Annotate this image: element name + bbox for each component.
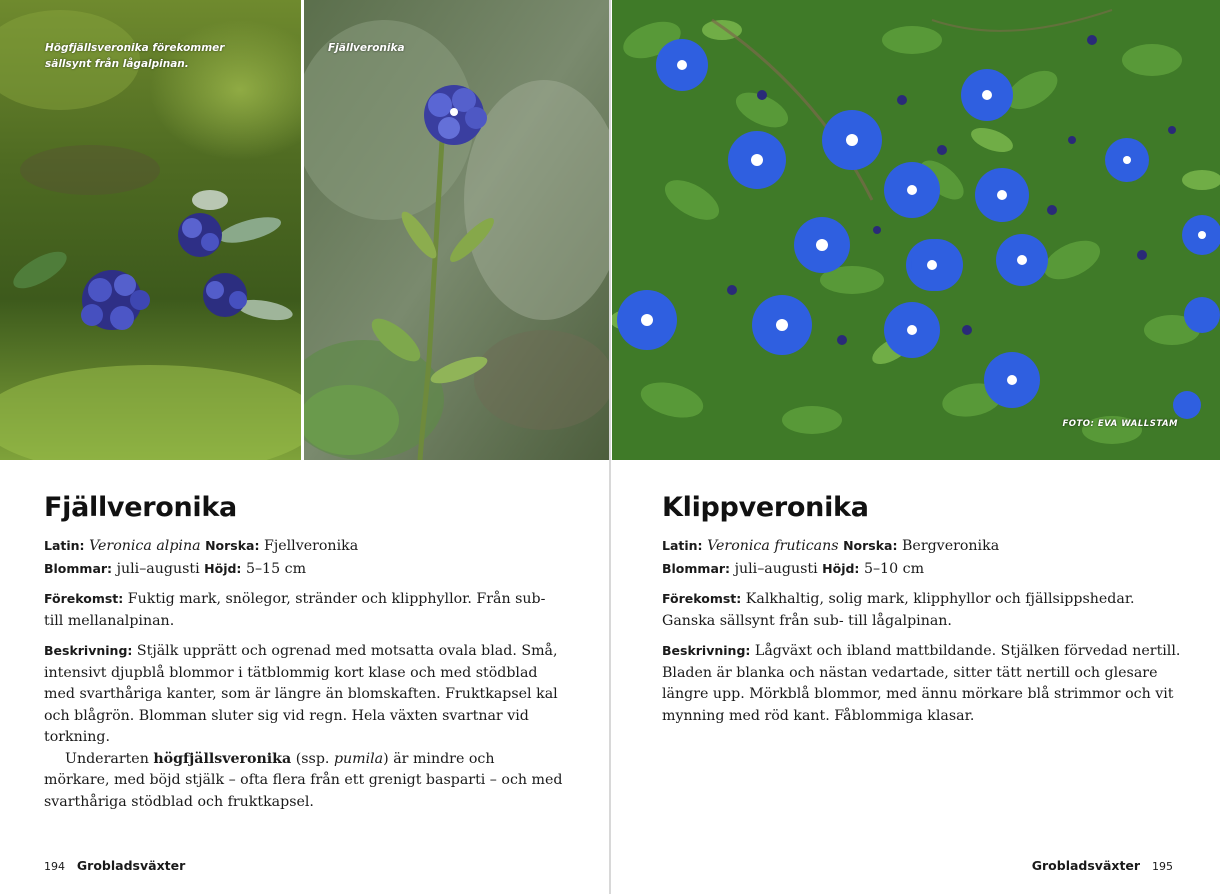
latin-label: Latin: — [44, 538, 85, 553]
right-page — [611, 0, 1220, 894]
species-title: Fjällveronika — [44, 492, 237, 523]
forekomst-paragraph — [44, 588, 564, 632]
species-entry-klippveronika — [662, 492, 1182, 727]
section-name: Grobladsväxter — [1031, 858, 1141, 873]
beskrivning-paragraph — [44, 640, 564, 749]
species-entry-fjallveronika — [44, 492, 564, 813]
page-footer — [1032, 858, 1173, 873]
left-page — [0, 0, 609, 894]
sub-paren-open: (ssp. — [295, 750, 330, 767]
norska-value: Bergveronika — [902, 538, 1000, 554]
hojd-value: 5–10 cm — [863, 560, 925, 577]
photo-hogfjallsveronika — [0, 0, 301, 460]
hojd-label: Höjd: — [822, 560, 860, 576]
forekomst-text: Fuktig mark, snölegor, stränder och klipphyllor. Från sub- till mellanalpinan. — [44, 591, 546, 629]
blommar-value: juli–augusti — [734, 560, 818, 577]
beskrivning-text: Lågväxt och ibland mattbildande. Stjälken förvedad nertill. Bladen är blanka och nästan vedartade, sitter tätt nertill och glesare längre upp. Mörkblå blommor, med ännu mörkare blå strimmor och vit mynning med röd kant. Fåblommiga klasar. — [662, 643, 1181, 724]
forekomst-label: Förekomst: — [44, 591, 124, 606]
blommar-value: juli–augusti — [116, 560, 200, 577]
hojd-label: Höjd: — [204, 560, 242, 576]
subspecies-latin: pumila — [333, 750, 384, 767]
norska-label: Norska: — [205, 538, 260, 553]
beskrivning-label: Beskrivning: — [662, 643, 751, 658]
forekomst-text: Kalkhaltig, solig mark, klipphyllor och fjällsippshedar. Ganska sällsynt från sub- till lågalpinan. — [662, 591, 1135, 629]
page-number: 194 — [44, 860, 65, 873]
latin-norska-line — [662, 535, 1182, 580]
sub-rest: ) är mindre och mörkare, med böjd stjälk – ofta flera från ett grenigt basparti – och med svarthåriga stödblad och fruktkapsel. — [44, 750, 563, 810]
species-title: Klippveronika — [662, 492, 869, 523]
subspecies-paragraph — [44, 749, 564, 814]
blommar-label: Blommar: — [44, 560, 113, 576]
forekomst-paragraph — [662, 588, 1182, 632]
photo-caption: Högfjällsveronika förekommer sällsynt från lågalpinan. — [45, 42, 225, 70]
photo-fjallveronika — [304, 0, 609, 460]
sub-intro: Underarten — [65, 750, 149, 767]
beskrivning-label: Beskrivning: — [44, 643, 133, 658]
blommar-label: Blommar: — [662, 560, 731, 576]
forekomst-label: Förekomst: — [662, 591, 742, 606]
page-footer — [44, 858, 185, 873]
norska-value: Fjellveronika — [263, 538, 359, 554]
photo-caption: Fjällveronika — [328, 42, 405, 54]
latin-value: Veronica fruticans — [707, 538, 839, 554]
hojd-value: 5–15 cm — [245, 560, 307, 577]
norska-label: Norska: — [843, 538, 898, 553]
latin-value: Veronica alpina — [89, 538, 201, 554]
subspecies-name: högfjällsveronika — [153, 750, 292, 767]
latin-norska-line — [44, 535, 564, 580]
beskrivning-text: Stjälk upprätt och ogrenad med motsatta ovala blad. Små, intensivt djupblå blommor i tätblommig kort klase och med stödblad med svarthåriga kanter, som är längre än blomskaften. Fruktkapsel kal och blågrön. Blomman sluter sig vid regn. Hela växten svartnar vid torkning. — [44, 643, 558, 745]
latin-label: Latin: — [662, 538, 703, 553]
section-name: Grobladsväxter — [76, 858, 186, 873]
photo-credit: FOTO: EVA WALLSTAM — [1062, 419, 1178, 429]
page-number: 195 — [1152, 860, 1173, 873]
beskrivning-paragraph — [662, 640, 1182, 727]
photo-klippveronika — [612, 0, 1220, 460]
